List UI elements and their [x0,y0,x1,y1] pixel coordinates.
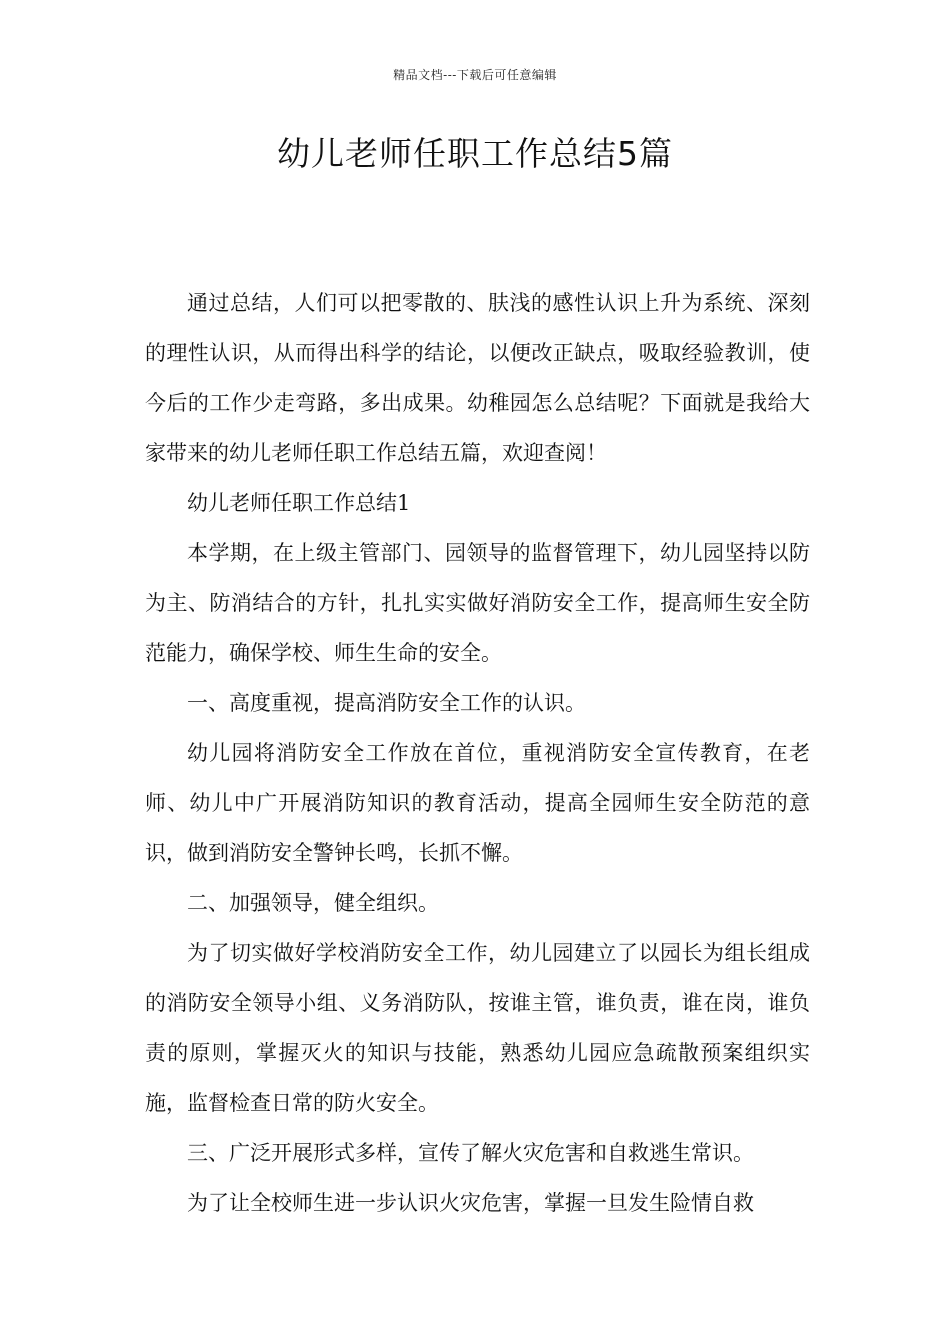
subheading: 三、广泛开展形式多样，宣传了解火灾危害和自救逃生常识。 [187,1141,754,1165]
document-title: 幼儿老师任职工作总结5篇 [277,134,673,173]
subheading: 一、高度重视，提高消防安全工作的认识。 [187,691,586,715]
section-heading: 幼儿老师任职工作总结1 [187,491,411,515]
document-body [145,278,810,1228]
body-paragraph: 为了让全校师生进一步认识火灾危害，掌握一旦发生险情自救 [187,1191,754,1215]
intro-paragraph: 通过总结，人们可以把零散的、肤浅的感性认识上升为系统、深刻的理性认识，从而得出科学的结论，以便改正缺点，吸取经验教训，使今后的工作少走弯路，多出成果。幼稚园怎么总结呢？下面就是我给大家带来的幼儿老师任职工作总结五篇，欢迎查阅！ [145,291,810,465]
subheading: 二、加强领导，健全组织。 [187,891,439,915]
body-paragraph: 幼儿园将消防安全工作放在首位，重视消防安全宣传教育，在老师、幼儿中广开展消防知识的教育活动，提高全园师生安全防范的意识，做到消防安全警钟长鸣，长抓不懈。 [145,741,810,865]
body-paragraph: 本学期，在上级主管部门、园领导的监督管理下，幼儿园坚持以防为主、防消结合的方针，扎扎实实做好消防安全工作，提高师生安全防范能力，确保学校、师生生命的安全。 [145,541,810,665]
header-note: 精品文档---下载后可任意编辑 [393,68,557,82]
body-paragraph: 为了切实做好学校消防安全工作，幼儿园建立了以园长为组长组成的消防安全领导小组、义务消防队，按谁主管，谁负责，谁在岗，谁负责的原则，掌握灭火的知识与技能，熟悉幼儿园应急疏散预案组织实施，监督检查日常的防火安全。 [145,941,810,1115]
